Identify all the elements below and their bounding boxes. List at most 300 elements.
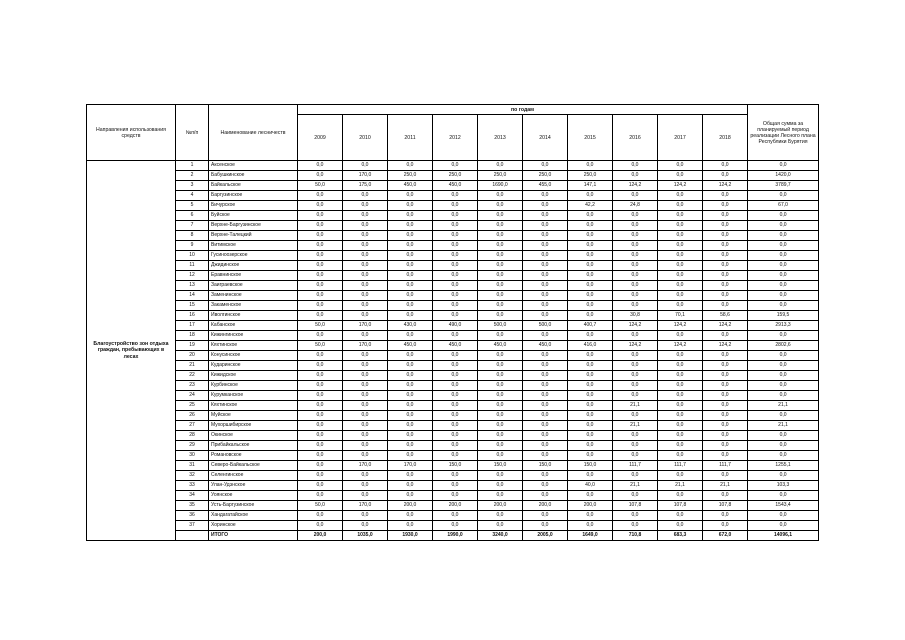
row-total-cell: 0,0 — [748, 451, 819, 461]
year-value-cell: 0,0 — [478, 251, 523, 261]
table-row — [87, 301, 819, 311]
row-number: 20 — [176, 351, 209, 361]
year-value-cell: 0,0 — [523, 241, 568, 251]
forestry-name: Усть-Баргузинское — [209, 501, 298, 511]
year-value-cell: 0,0 — [343, 441, 388, 451]
table-row — [87, 261, 819, 271]
year-value-cell: 0,0 — [568, 351, 613, 361]
year-value-cell: 0,0 — [658, 201, 703, 211]
year-value-cell: 170,0 — [343, 501, 388, 511]
year-value-cell: 0,0 — [523, 481, 568, 491]
year-value-cell: 0,0 — [388, 201, 433, 211]
forestry-name: Бичурское — [209, 201, 298, 211]
year-value-cell: 0,0 — [343, 311, 388, 321]
year-value-cell: 0,0 — [568, 161, 613, 171]
year-value-cell: 0,0 — [658, 411, 703, 421]
table-row — [87, 361, 819, 371]
table-row — [87, 451, 819, 461]
table-row — [87, 251, 819, 261]
year-value-cell: 124,2 — [703, 321, 748, 331]
year-value-cell: 0,0 — [298, 291, 343, 301]
year-value-cell: 0,0 — [298, 511, 343, 521]
year-value-cell: 0,0 — [613, 361, 658, 371]
year-value-cell: 0,0 — [388, 261, 433, 271]
year-value-cell: 0,0 — [703, 241, 748, 251]
table-row — [87, 271, 819, 281]
year-value-cell: 0,0 — [343, 271, 388, 281]
year-value-cell: 0,0 — [388, 211, 433, 221]
year-value-cell: 0,0 — [658, 361, 703, 371]
total-year-cell: 683,3 — [658, 531, 703, 541]
year-value-cell: 0,0 — [433, 311, 478, 321]
header-by-years: по годам — [298, 105, 748, 115]
year-value-cell: 0,0 — [568, 411, 613, 421]
year-value-cell: 0,0 — [478, 291, 523, 301]
year-value-cell: 500,0 — [523, 321, 568, 331]
forestry-name: Гусиноозерское — [209, 251, 298, 261]
year-value-cell: 0,0 — [433, 331, 478, 341]
year-value-cell: 0,0 — [388, 161, 433, 171]
year-value-cell: 0,0 — [658, 331, 703, 341]
total-year-cell: 200,0 — [298, 531, 343, 541]
year-value-cell: 0,0 — [613, 301, 658, 311]
year-value-cell: 0,0 — [523, 231, 568, 241]
year-value-cell: 0,0 — [433, 451, 478, 461]
year-value-cell: 0,0 — [433, 211, 478, 221]
table-row — [87, 171, 819, 181]
row-total-cell: 0,0 — [748, 291, 819, 301]
year-value-cell: 0,0 — [568, 431, 613, 441]
year-value-cell: 0,0 — [613, 251, 658, 261]
row-total-cell: 1420,0 — [748, 171, 819, 181]
year-value-cell: 0,0 — [478, 371, 523, 381]
year-value-cell: 0,0 — [703, 381, 748, 391]
year-value-cell: 0,0 — [343, 401, 388, 411]
year-value-cell: 0,0 — [343, 221, 388, 231]
year-value-cell: 0,0 — [478, 161, 523, 171]
row-total-cell: 0,0 — [748, 281, 819, 291]
year-value-cell: 250,0 — [433, 171, 478, 181]
year-value-cell: 0,0 — [388, 521, 433, 531]
year-value-cell: 0,0 — [298, 351, 343, 361]
header-year-2014: 2014 — [523, 115, 568, 161]
forest-plan-table — [86, 104, 819, 541]
header-year-2017: 2017 — [658, 115, 703, 161]
year-value-cell: 0,0 — [343, 361, 388, 371]
year-value-cell: 0,0 — [298, 421, 343, 431]
forestry-name: Витимское — [209, 241, 298, 251]
year-value-cell: 0,0 — [703, 441, 748, 451]
row-number: 21 — [176, 361, 209, 371]
row-total-cell: 0,0 — [748, 301, 819, 311]
forestry-name: Хандагатайское — [209, 511, 298, 521]
table-row — [87, 201, 819, 211]
year-value-cell: 450,0 — [478, 341, 523, 351]
year-value-cell: 0,0 — [523, 211, 568, 221]
table-row — [87, 371, 819, 381]
table-row — [87, 481, 819, 491]
row-number: 29 — [176, 441, 209, 451]
year-value-cell: 0,0 — [658, 261, 703, 271]
year-value-cell: 0,0 — [343, 261, 388, 271]
year-value-cell: 0,0 — [388, 331, 433, 341]
year-value-cell: 0,0 — [388, 291, 433, 301]
year-value-cell: 0,0 — [298, 201, 343, 211]
year-value-cell: 0,0 — [568, 491, 613, 501]
year-value-cell: 0,0 — [388, 511, 433, 521]
row-total-cell: 0,0 — [748, 411, 819, 421]
year-value-cell: 50,0 — [298, 341, 343, 351]
year-value-cell: 0,0 — [478, 221, 523, 231]
year-value-cell: 0,0 — [658, 171, 703, 181]
table-row — [87, 441, 819, 451]
year-value-cell: 0,0 — [613, 331, 658, 341]
year-value-cell: 0,0 — [523, 161, 568, 171]
year-value-cell: 0,0 — [433, 521, 478, 531]
row-total-cell: 0,0 — [748, 231, 819, 241]
year-value-cell: 0,0 — [703, 421, 748, 431]
year-value-cell: 0,0 — [658, 491, 703, 501]
table-row — [87, 161, 819, 171]
year-value-cell: 150,0 — [523, 461, 568, 471]
year-value-cell: 58,6 — [703, 311, 748, 321]
year-value-cell: 21,1 — [703, 481, 748, 491]
year-value-cell: 21,1 — [658, 481, 703, 491]
year-value-cell: 0,0 — [613, 411, 658, 421]
row-total-cell: 0,0 — [748, 251, 819, 261]
year-value-cell: 0,0 — [478, 361, 523, 371]
forestry-name: Закаменское — [209, 301, 298, 311]
year-value-cell: 0,0 — [433, 421, 478, 431]
forestry-name: Селенгинское — [209, 471, 298, 481]
year-value-cell: 0,0 — [343, 251, 388, 261]
year-value-cell: 1690,0 — [478, 181, 523, 191]
year-value-cell: 0,0 — [298, 221, 343, 231]
total-year-cell: 710,8 — [613, 531, 658, 541]
row-total-cell: 1255,1 — [748, 461, 819, 471]
year-value-cell: 0,0 — [478, 521, 523, 531]
year-value-cell: 107,8 — [613, 501, 658, 511]
year-value-cell: 0,0 — [298, 211, 343, 221]
year-value-cell: 0,0 — [568, 261, 613, 271]
year-value-cell: 0,0 — [658, 161, 703, 171]
year-value-cell: 0,0 — [568, 371, 613, 381]
year-value-cell: 0,0 — [568, 521, 613, 531]
year-value-cell: 0,0 — [298, 361, 343, 371]
year-value-cell: 0,0 — [523, 251, 568, 261]
year-value-cell: 0,0 — [478, 301, 523, 311]
year-value-cell: 0,0 — [703, 431, 748, 441]
table-row — [87, 511, 819, 521]
year-value-cell: 0,0 — [433, 261, 478, 271]
year-value-cell: 0,0 — [433, 391, 478, 401]
total-row-num — [176, 531, 209, 541]
year-value-cell: 124,2 — [658, 321, 703, 331]
year-value-cell: 0,0 — [703, 401, 748, 411]
year-value-cell: 0,0 — [298, 311, 343, 321]
row-total-cell: 103,3 — [748, 481, 819, 491]
year-value-cell: 0,0 — [523, 261, 568, 271]
year-value-cell: 0,0 — [478, 491, 523, 501]
year-value-cell: 0,0 — [658, 281, 703, 291]
year-value-cell: 0,0 — [433, 431, 478, 441]
year-value-cell: 0,0 — [523, 301, 568, 311]
year-value-cell: 0,0 — [568, 211, 613, 221]
total-year-cell: 2005,0 — [523, 531, 568, 541]
row-number: 14 — [176, 291, 209, 301]
forestry-name: Аксенское — [209, 161, 298, 171]
year-value-cell: 0,0 — [433, 371, 478, 381]
year-value-cell: 416,0 — [568, 341, 613, 351]
table-row — [87, 501, 819, 511]
year-value-cell: 0,0 — [658, 221, 703, 231]
table-row — [87, 211, 819, 221]
header-year-2012: 2012 — [433, 115, 478, 161]
forestry-name: Баргузинское — [209, 191, 298, 201]
year-value-cell: 0,0 — [433, 281, 478, 291]
row-number: 19 — [176, 341, 209, 351]
row-total-cell: 0,0 — [748, 191, 819, 201]
row-number: 33 — [176, 481, 209, 491]
direction-label: Благоустройство зон отдыха граждан, пребывающих в лесах — [87, 161, 176, 541]
row-number: 11 — [176, 261, 209, 271]
row-total-cell: 0,0 — [748, 511, 819, 521]
row-number: 27 — [176, 421, 209, 431]
year-value-cell: 0,0 — [298, 381, 343, 391]
year-value-cell: 170,0 — [343, 461, 388, 471]
year-value-cell: 0,0 — [298, 251, 343, 261]
forestry-name: Верхне-Талецкий — [209, 231, 298, 241]
year-value-cell: 0,0 — [568, 471, 613, 481]
year-value-cell: 0,0 — [658, 291, 703, 301]
year-value-cell: 0,0 — [388, 221, 433, 231]
year-value-cell: 0,0 — [523, 271, 568, 281]
forestry-name: Курбинское — [209, 381, 298, 391]
year-value-cell: 0,0 — [568, 401, 613, 411]
row-total-cell: 0,0 — [748, 491, 819, 501]
year-value-cell: 0,0 — [613, 451, 658, 461]
year-value-cell: 0,0 — [343, 511, 388, 521]
grand-total-cell: 14096,1 — [748, 531, 819, 541]
year-value-cell: 0,0 — [478, 431, 523, 441]
year-value-cell: 0,0 — [343, 491, 388, 501]
table-row — [87, 381, 819, 391]
year-value-cell: 0,0 — [478, 471, 523, 481]
row-total-cell: 0,0 — [748, 271, 819, 281]
year-value-cell: 0,0 — [568, 251, 613, 261]
forestry-name: Кяхтинское — [209, 401, 298, 411]
table-row — [87, 311, 819, 321]
forestry-name: Джидинское — [209, 261, 298, 271]
table-row — [87, 191, 819, 201]
year-value-cell: 0,0 — [523, 221, 568, 231]
header-year-2013: 2013 — [478, 115, 523, 161]
year-value-cell: 0,0 — [658, 381, 703, 391]
forestry-name: Буйское — [209, 211, 298, 221]
year-value-cell: 0,0 — [478, 351, 523, 361]
year-value-cell: 0,0 — [478, 231, 523, 241]
row-total-cell: 1543,4 — [748, 501, 819, 511]
year-value-cell: 200,0 — [388, 501, 433, 511]
year-value-cell: 0,0 — [478, 311, 523, 321]
year-value-cell: 0,0 — [523, 191, 568, 201]
forestry-name: Иволгинское — [209, 311, 298, 321]
year-value-cell: 0,0 — [658, 431, 703, 441]
total-year-cell: 1035,0 — [343, 531, 388, 541]
year-value-cell: 0,0 — [523, 401, 568, 411]
header-year-2016: 2016 — [613, 115, 658, 161]
year-value-cell: 0,0 — [658, 271, 703, 281]
year-value-cell: 0,0 — [703, 471, 748, 481]
year-value-cell: 0,0 — [613, 191, 658, 201]
year-value-cell: 0,0 — [433, 351, 478, 361]
year-value-cell: 0,0 — [613, 281, 658, 291]
table-row — [87, 181, 819, 191]
year-value-cell: 0,0 — [613, 221, 658, 231]
year-value-cell: 0,0 — [613, 511, 658, 521]
year-value-cell: 0,0 — [433, 201, 478, 211]
year-value-cell: 0,0 — [298, 391, 343, 401]
year-value-cell: 0,0 — [343, 521, 388, 531]
year-value-cell: 200,0 — [523, 501, 568, 511]
year-value-cell: 0,0 — [298, 171, 343, 181]
year-value-cell: 0,0 — [388, 371, 433, 381]
year-value-cell: 0,0 — [703, 371, 748, 381]
year-value-cell: 500,0 — [478, 321, 523, 331]
year-value-cell: 0,0 — [433, 161, 478, 171]
year-value-cell: 0,0 — [478, 211, 523, 221]
year-value-cell: 0,0 — [568, 281, 613, 291]
year-value-cell: 0,0 — [703, 271, 748, 281]
year-value-cell: 0,0 — [523, 431, 568, 441]
year-value-cell: 0,0 — [478, 481, 523, 491]
year-value-cell: 42,2 — [568, 201, 613, 211]
year-value-cell: 0,0 — [613, 291, 658, 301]
year-value-cell: 0,0 — [433, 241, 478, 251]
row-total-cell: 0,0 — [748, 431, 819, 441]
year-value-cell: 0,0 — [523, 351, 568, 361]
row-total-cell: 0,0 — [748, 261, 819, 271]
year-value-cell: 24,8 — [613, 201, 658, 211]
year-value-cell: 0,0 — [388, 441, 433, 451]
forestry-name: Курумканское — [209, 391, 298, 401]
year-value-cell: 0,0 — [343, 191, 388, 201]
year-value-cell: 0,0 — [343, 371, 388, 381]
year-value-cell: 0,0 — [613, 471, 658, 481]
year-value-cell: 0,0 — [568, 451, 613, 461]
year-value-cell: 111,7 — [658, 461, 703, 471]
year-value-cell: 0,0 — [613, 521, 658, 531]
year-value-cell: 0,0 — [523, 411, 568, 421]
row-total-cell: 67,0 — [748, 201, 819, 211]
year-value-cell: 0,0 — [703, 261, 748, 271]
year-value-cell: 175,0 — [343, 181, 388, 191]
year-value-cell: 250,0 — [523, 171, 568, 181]
year-value-cell: 0,0 — [658, 391, 703, 401]
row-number: 28 — [176, 431, 209, 441]
year-value-cell: 0,0 — [523, 331, 568, 341]
year-value-cell: 0,0 — [388, 251, 433, 261]
year-value-cell: 0,0 — [343, 471, 388, 481]
year-value-cell: 0,0 — [523, 381, 568, 391]
year-value-cell: 0,0 — [658, 301, 703, 311]
year-value-cell: 0,0 — [613, 371, 658, 381]
year-value-cell: 0,0 — [568, 331, 613, 341]
year-value-cell: 0,0 — [523, 391, 568, 401]
year-value-cell: 0,0 — [433, 251, 478, 261]
row-number: 30 — [176, 451, 209, 461]
row-total-cell: 2913,3 — [748, 321, 819, 331]
year-value-cell: 124,2 — [703, 341, 748, 351]
year-value-cell: 0,0 — [523, 511, 568, 521]
year-value-cell: 124,2 — [613, 321, 658, 331]
year-value-cell: 0,0 — [703, 211, 748, 221]
table-row — [87, 221, 819, 231]
row-number: 24 — [176, 391, 209, 401]
year-value-cell: 170,0 — [388, 461, 433, 471]
year-value-cell: 0,0 — [703, 391, 748, 401]
year-value-cell: 0,0 — [433, 191, 478, 201]
year-value-cell: 0,0 — [703, 451, 748, 461]
year-value-cell: 0,0 — [703, 251, 748, 261]
table-row — [87, 421, 819, 431]
year-value-cell: 0,0 — [658, 401, 703, 411]
forestry-name: Верхне-Баргузинское — [209, 221, 298, 231]
year-value-cell: 0,0 — [658, 441, 703, 451]
year-value-cell: 0,0 — [343, 301, 388, 311]
table-row — [87, 321, 819, 331]
year-value-cell: 450,0 — [388, 341, 433, 351]
year-value-cell: 107,8 — [703, 501, 748, 511]
header-year-2011: 2011 — [388, 115, 433, 161]
year-value-cell: 0,0 — [343, 211, 388, 221]
year-value-cell: 0,0 — [703, 191, 748, 201]
row-number: 6 — [176, 211, 209, 221]
row-number: 37 — [176, 521, 209, 531]
year-value-cell: 0,0 — [433, 411, 478, 421]
year-value-cell: 0,0 — [613, 391, 658, 401]
year-value-cell: 50,0 — [298, 501, 343, 511]
year-value-cell: 0,0 — [388, 391, 433, 401]
year-value-cell: 0,0 — [658, 471, 703, 481]
row-number: 36 — [176, 511, 209, 521]
row-number: 22 — [176, 371, 209, 381]
year-value-cell: 0,0 — [703, 161, 748, 171]
year-value-cell: 0,0 — [343, 281, 388, 291]
year-value-cell: 0,0 — [433, 441, 478, 451]
year-value-cell: 0,0 — [478, 451, 523, 461]
year-value-cell: 40,0 — [568, 481, 613, 491]
year-value-cell: 0,0 — [298, 471, 343, 481]
year-value-cell: 0,0 — [478, 191, 523, 201]
year-value-cell: 0,0 — [523, 371, 568, 381]
year-value-cell: 0,0 — [343, 231, 388, 241]
year-value-cell: 0,0 — [613, 171, 658, 181]
year-value-cell: 0,0 — [613, 271, 658, 281]
year-value-cell: 0,0 — [523, 451, 568, 461]
header-total: Общая сумма за планируемый период реализации Лесного плана Республики Бурятия — [748, 105, 819, 161]
year-value-cell: 0,0 — [478, 271, 523, 281]
year-value-cell: 0,0 — [478, 241, 523, 251]
year-value-cell: 21,1 — [613, 421, 658, 431]
year-value-cell: 21,1 — [613, 401, 658, 411]
year-value-cell: 124,2 — [658, 341, 703, 351]
year-value-cell: 0,0 — [433, 471, 478, 481]
year-value-cell: 490,0 — [433, 321, 478, 331]
year-value-cell: 0,0 — [658, 351, 703, 361]
year-value-cell: 0,0 — [298, 371, 343, 381]
year-value-cell: 0,0 — [298, 161, 343, 171]
